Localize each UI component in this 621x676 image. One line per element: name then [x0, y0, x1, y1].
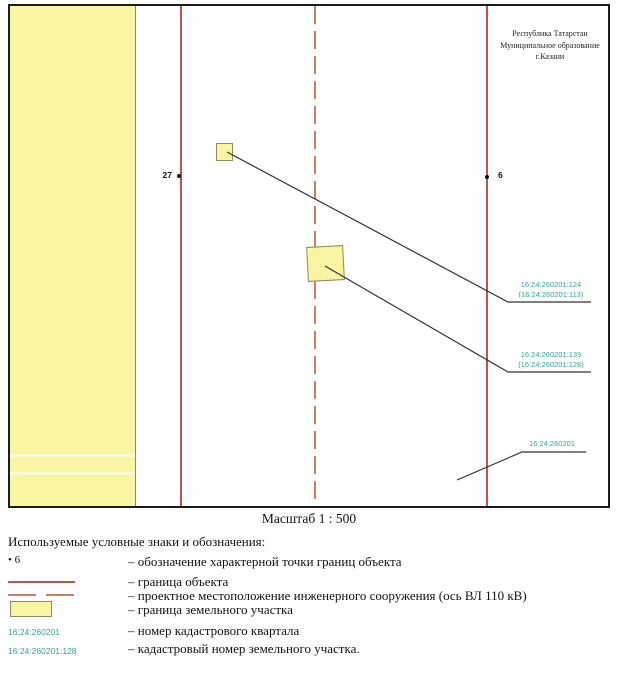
leader-line-3	[457, 452, 586, 480]
legend-description-boundary: – граница объекта	[128, 574, 229, 589]
legend-point-marker-symbol: • 6	[8, 554, 21, 566]
leader-lines-overlay	[10, 6, 608, 506]
point-27-label: 27	[162, 170, 172, 180]
legend-solid-line-symbol	[8, 581, 75, 583]
region-title-line2: Муниципальное образование	[500, 40, 600, 50]
cadastral-label-1	[506, 280, 596, 300]
legend-description-point: – обозначение характерной точки границ объекта	[128, 554, 402, 569]
cadastral-label-3-line1: 16:24:260201	[529, 439, 575, 448]
legend-description-parcel-boundary: – граница земельного участка	[128, 602, 293, 617]
legend-parcel-rect-symbol	[10, 601, 52, 617]
legend-description-quarter-number: – номер кадастрового квартала	[128, 623, 300, 638]
cadastral-label-2-line2: (16:24:260201:128)	[518, 359, 584, 369]
map-frame	[8, 4, 610, 508]
legend-dashed-line-symbol	[8, 594, 75, 596]
region-title-line3: г.Казани	[535, 52, 565, 62]
legend-parcel-number-symbol: 16:24:260201:128	[8, 646, 77, 656]
legend-heading: Используемые условные знаки и обозначения:	[8, 534, 266, 549]
cadastral-label-2-line1: 16:24:260201:139	[520, 350, 582, 359]
region-title-line1: Республика Татарстан	[512, 29, 588, 38]
point-6-label: 6	[498, 170, 503, 180]
cadastral-label-3	[514, 439, 590, 449]
cadastral-label-1-line2: (16:24:260201:113)	[518, 289, 584, 299]
cadastral-label-2	[506, 350, 596, 370]
legend-description-project-axis: – проектное местоположение инженерного сооружения (ось ВЛ 110 кВ)	[128, 588, 527, 603]
legend-description-parcel-number: – кадастровый номер земельного участка.	[128, 641, 360, 656]
scale-caption: Масштаб 1 : 500	[261, 511, 357, 526]
cadastral-label-1-line1: 16:24:260201:124	[520, 280, 582, 289]
legend-quarter-number-symbol: 16:24:260201	[8, 627, 60, 637]
